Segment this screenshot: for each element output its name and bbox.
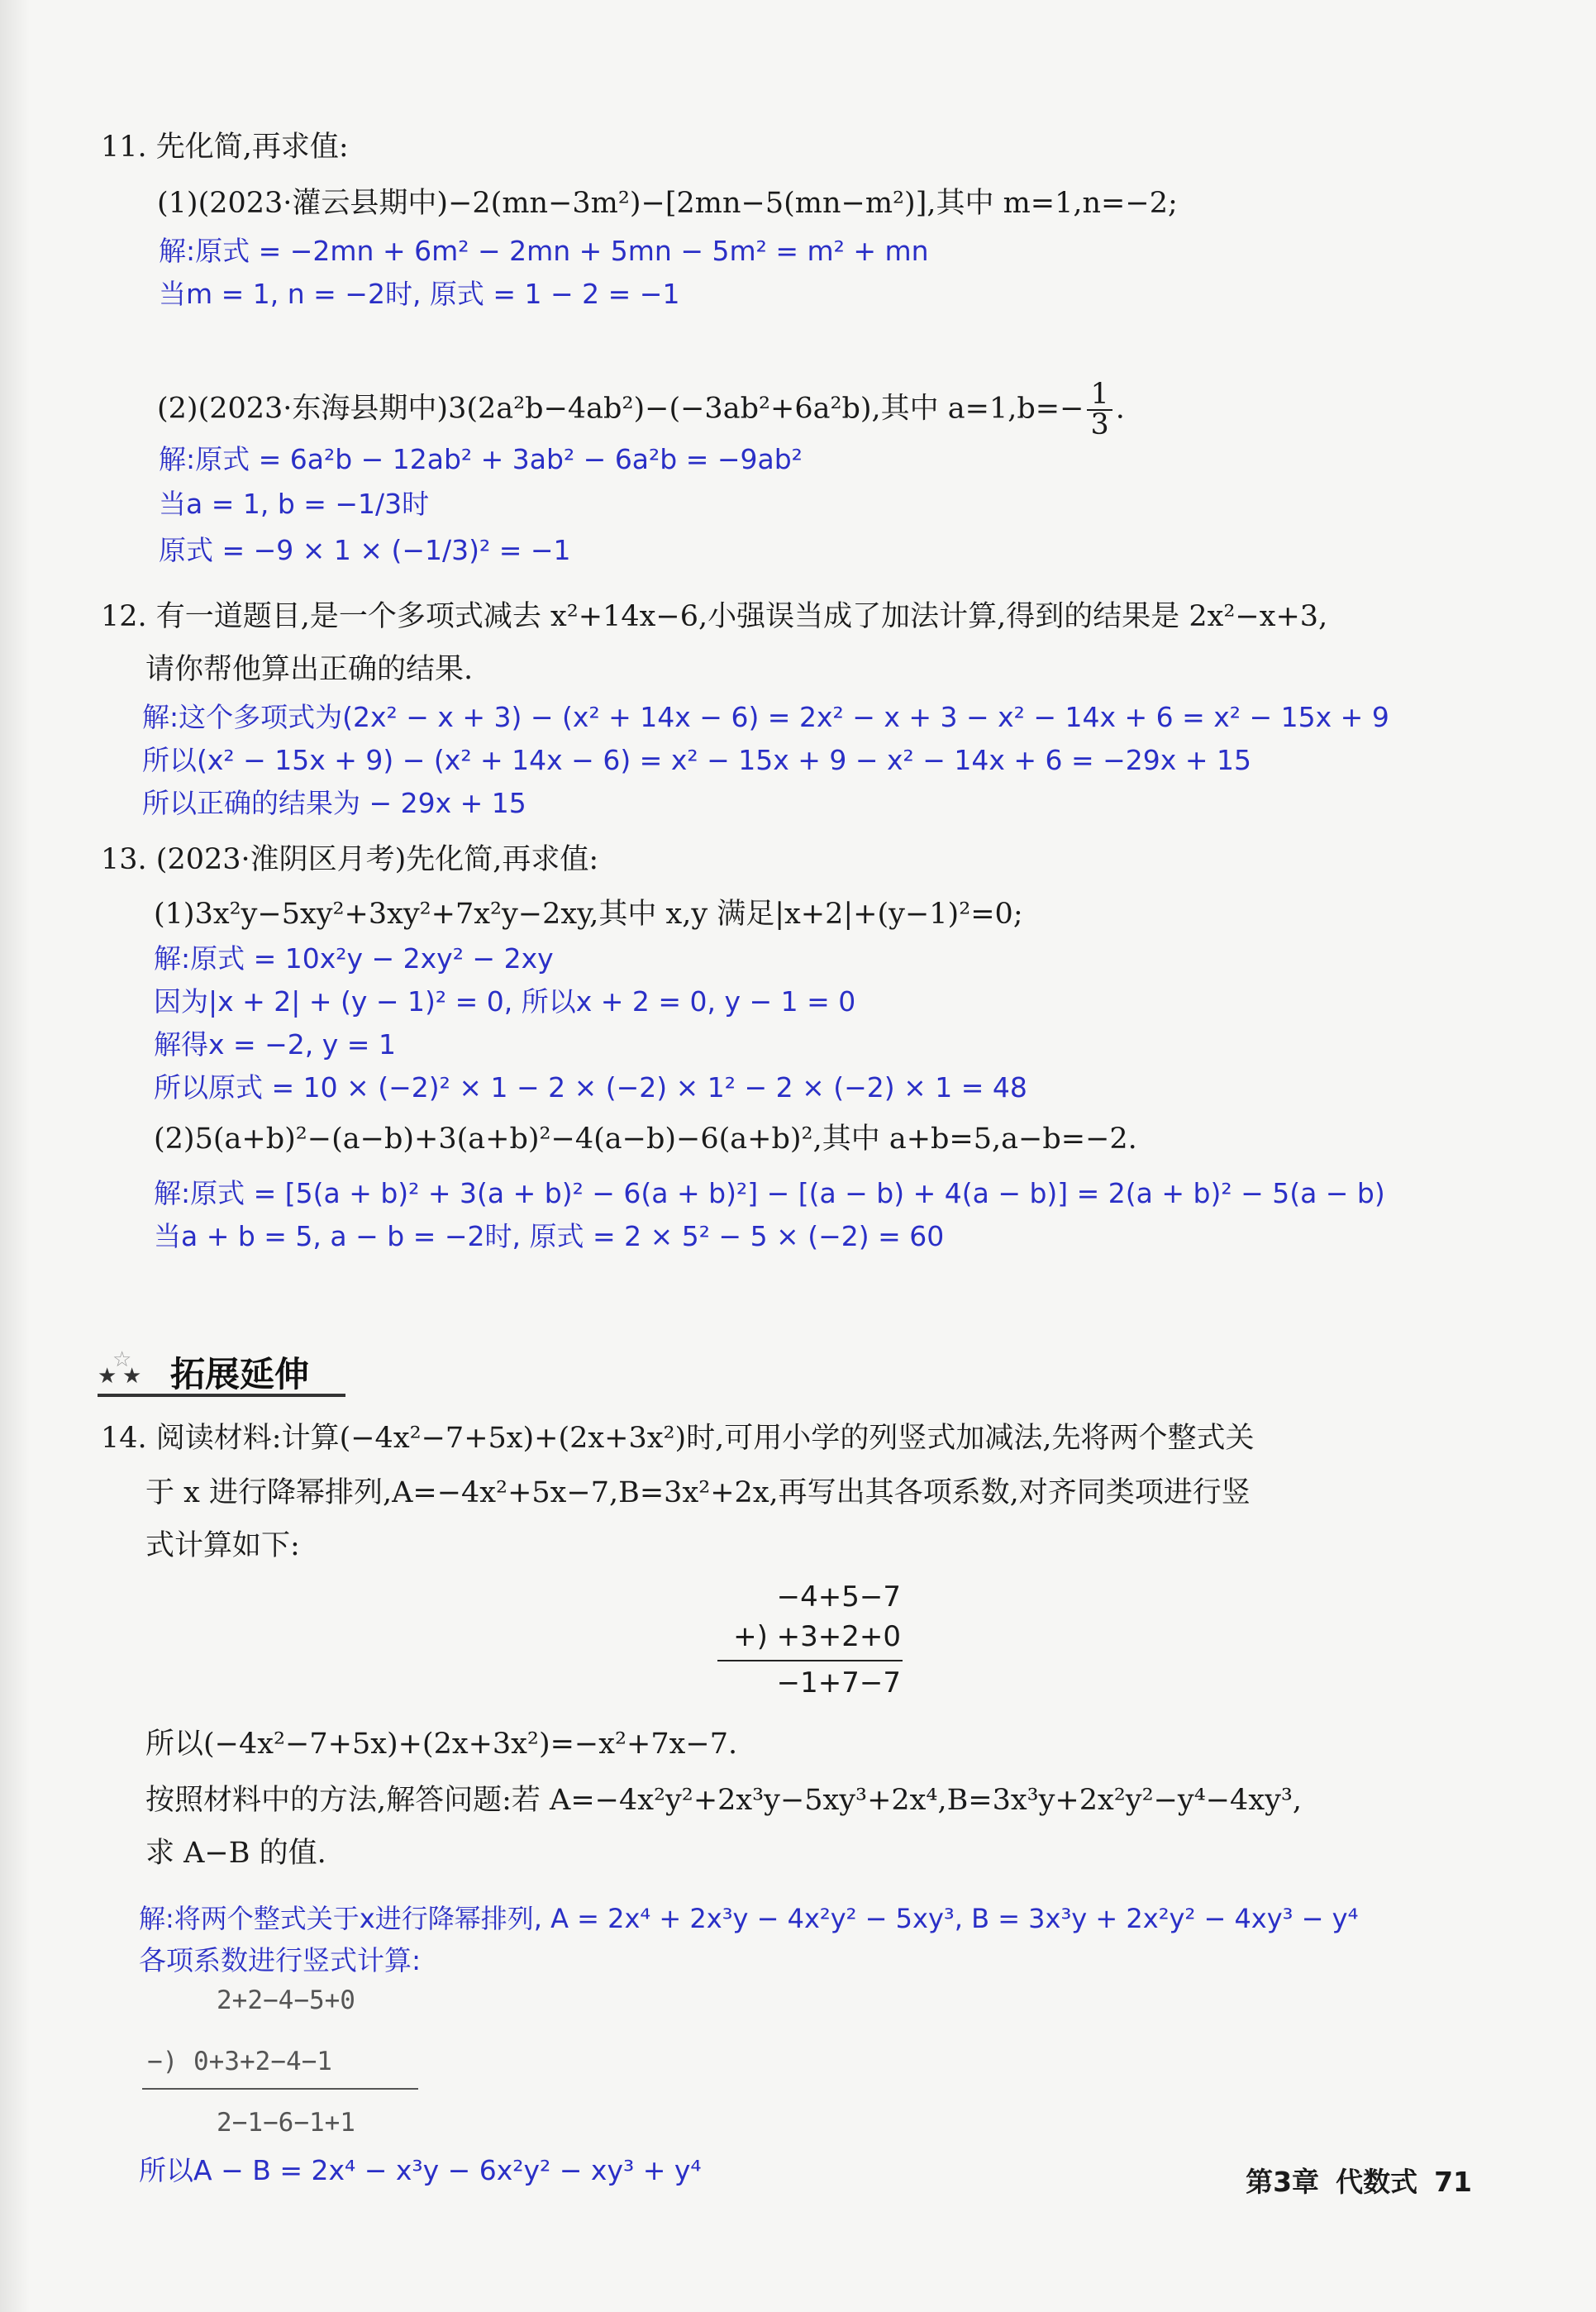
q13-part1-answer-line2: 因为|x + 2| + (y − 1)² = 0, 所以x + 2 = 0, y − 1 = 0	[154, 985, 856, 1018]
section-heading	[98, 1347, 345, 1397]
q11-part2-answer-line1: 解:原式 = 6a²b − 12ab² + 3ab² − 6a²b = −9ab²	[159, 443, 803, 475]
page-edge-shadow	[0, 0, 30, 2312]
answer-vertical-row2: −) 0+3+2−4−1	[147, 2047, 332, 2076]
section-title: 拓展延伸	[170, 1354, 310, 1394]
q14-answer-line1: 解:将两个整式关于x进行降幂排列, A = 2x⁴ + 2x³y − 4x²y² − 5xy³, B = 3x³y + 2x²y² − 4xy³ − y⁴	[139, 1903, 1359, 1934]
q11-part1-answer-line1: 解:原式 = −2mn + 6m² − 2mn + 5mn − 5m² = m² + mn	[159, 235, 929, 267]
q14-line5: 按照材料中的方法,解答问题:若 A=−4x²y²+2x³y−5xy³+2x⁴,B=3x³y+2x²y²−y⁴−4xy³,	[145, 1784, 1302, 1817]
q11-part2-end: .	[1115, 392, 1125, 426]
q13-part2: (2)5(a+b)²−(a−b)+3(a+b)²−4(a−b)−6(a+b)²,其中 a+b=5,a−b=−2.	[154, 1123, 1137, 1156]
star-icon: ☆	[112, 1347, 132, 1372]
q14-line1: 14. 阅读材料:计算(−4x²−7+5x)+(2x+3x²)时,可用小学的列竖式加减法,先将两个整式关	[101, 1422, 1255, 1455]
q13-part2-answer-line2: 当a + b = 5, a − b = −2时, 原式 = 2 × 5² − 5 × (−2) = 60	[154, 1220, 945, 1252]
footer-title: 代数式	[1336, 2166, 1418, 2198]
q11-part2-fraction	[1087, 380, 1112, 440]
page-footer	[1229, 2161, 1472, 2200]
vertical-calc-row3: −1+7−7	[776, 1666, 901, 1699]
q12-answer-line1: 解:这个多项式为(2x² − x + 3) − (x² + 14x − 6) = 2x² − x + 3 − x² − 14x + 6 = x² − 15x + 9	[142, 701, 1389, 733]
q14-answer-line3: 所以A − B = 2x⁴ − x³y − 6x²y² − xy³ + y⁴	[139, 2154, 702, 2186]
answer-vertical-row3: 2−1−6−1+1	[217, 2108, 355, 2138]
footer-chapter: 第3章	[1246, 2166, 1320, 2198]
q11-part2-answer-line2: 当a = 1, b = −1/3时	[159, 488, 430, 520]
q14-line2: 于 x 进行降幂排列,A=−4x²+5x−7,B=3x²+2x,再写出其各项系数,对齐同类项进行竖	[145, 1476, 1251, 1509]
vertical-calc-rule	[717, 1660, 903, 1661]
q11-part1: (1)(2023·灌云县期中)−2(mn−3m²)−[2mn−5(mn−m²)],其中 m=1,n=−2;	[157, 187, 1178, 220]
page-number: 71	[1434, 2166, 1472, 2198]
q11-title: 11. 先化简,再求值:	[101, 131, 349, 164]
q11-part2-answer-line3: 原式 = −9 × 1 × (−1/3)² = −1	[159, 534, 571, 566]
q13-part2-answer-line1: 解:原式 = [5(a + b)² + 3(a + b)² − 6(a + b)²] − [(a − b) + 4(a − b)] = 2(a + b)² − 5(a − b)	[154, 1177, 1385, 1209]
q11-part2-text: (2)(2023·东海县期中)3(2a²b−4ab²)−(−3ab²+6a²b),其中 a=1,b=−	[157, 392, 1084, 426]
answer-vertical-row1: 2+2−4−5+0	[217, 1985, 355, 2015]
q14-line3: 式计算如下:	[145, 1529, 300, 1562]
answer-vertical-rule	[142, 2088, 418, 2090]
q11-part2	[157, 380, 1125, 440]
q14-line4: 所以(−4x²−7+5x)+(2x+3x²)=−x²+7x−7.	[145, 1728, 738, 1761]
fraction-numerator: 1	[1087, 380, 1112, 411]
q13-part1-answer-line1: 解:原式 = 10x²y − 2xy² − 2xy	[154, 942, 554, 975]
q13-part1-answer-line3: 解得x = −2, y = 1	[154, 1028, 396, 1061]
vertical-calc-row2: +) +3+2+0	[733, 1620, 901, 1653]
star-icon: ★	[98, 1364, 117, 1389]
q12-line2: 请你帮他算出正确的结果.	[145, 653, 474, 686]
vertical-calc-row1: −4+5−7	[776, 1580, 901, 1614]
q14-answer-line2: 各项系数进行竖式计算:	[139, 1944, 422, 1976]
q13-title: 13. (2023·淮阴区月考)先化简,再求值:	[101, 843, 599, 876]
q11-part1-answer-line2: 当m = 1, n = −2时, 原式 = 1 − 2 = −1	[159, 278, 680, 310]
q12-answer-line3: 所以正确的结果为 − 29x + 15	[142, 787, 526, 819]
fraction-denominator: 3	[1090, 408, 1109, 441]
q13-part1: (1)3x²y−5xy²+3xy²+7x²y−2xy,其中 x,y 满足|x+2|+(y−1)²=0;	[154, 898, 1023, 931]
q12-line1: 12. 有一道题目,是一个多项式减去 x²+14x−6,小强误当成了加法计算,得到的结果是 2x²−x+3,	[101, 600, 1328, 633]
q13-part1-answer-line4: 所以原式 = 10 × (−2)² × 1 − 2 × (−2) × 1² − 2 × (−2) × 1 = 48	[154, 1071, 1027, 1104]
star-icon: ★	[122, 1364, 142, 1389]
q12-answer-line2: 所以(x² − 15x + 9) − (x² + 14x − 6) = x² − 15x + 9 − x² − 14x + 6 = −29x + 15	[142, 744, 1251, 776]
q14-line6: 求 A−B 的值.	[145, 1837, 326, 1870]
